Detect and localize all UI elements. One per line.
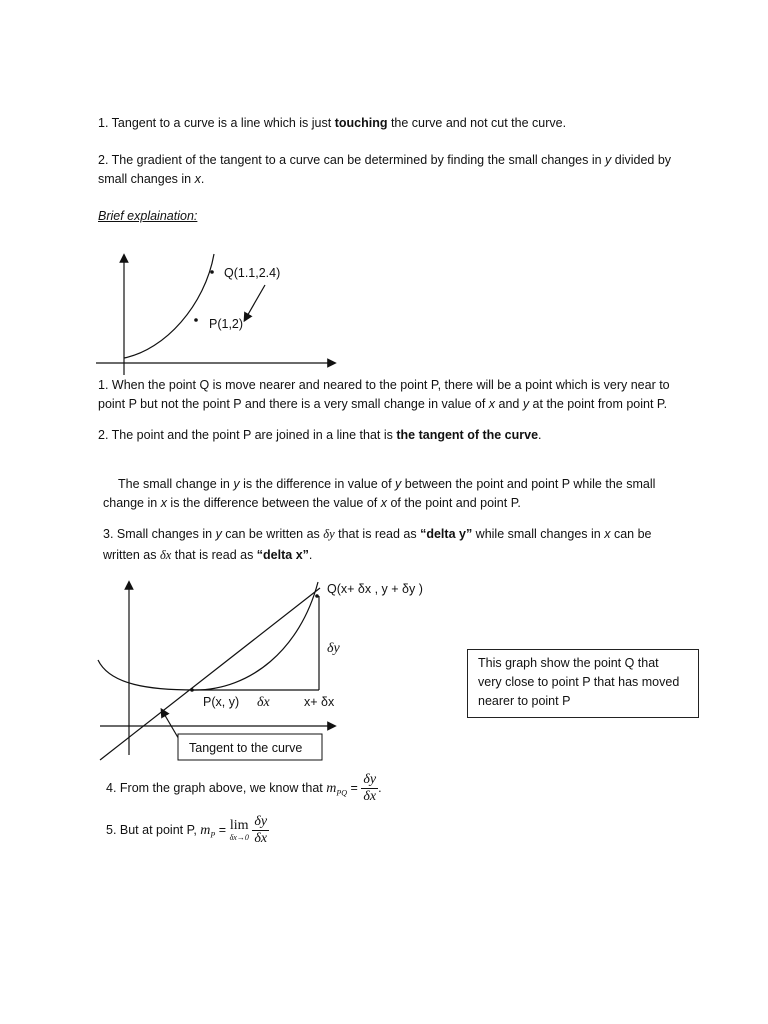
limit-operator [230, 819, 249, 842]
graph-1-curve [124, 254, 214, 358]
point-1-post: the curve and not cut the curve. [387, 116, 567, 130]
expl-3-line-2 [103, 494, 521, 513]
delta-x-bold: “delta x” [256, 548, 309, 562]
expl-4-line-1 [103, 525, 651, 544]
fraction-numerator: δy [363, 772, 377, 788]
graph-2-dy-label: δy [327, 641, 340, 656]
lim-subscript: δx→0 [229, 833, 249, 843]
lim-text: lim [229, 818, 249, 834]
expl-3-line-1 [118, 475, 655, 494]
graph-2-point-q [315, 594, 319, 598]
expl-2-bold: the tangent of the curve [396, 428, 539, 442]
expl-2-text: 2. The point and the point P are joined in a line that is [98, 428, 397, 442]
expl-4-text: can be [610, 527, 652, 541]
formula-4-text: 4. From the graph above, we know that [106, 781, 327, 795]
var-x: x [488, 397, 496, 411]
expl-3-text: of the point and point P. [387, 496, 521, 510]
expl-3-text: is the difference in value of [239, 477, 396, 491]
expl-3-text: The small change in [118, 477, 234, 491]
var-y: y [215, 527, 222, 541]
m-symbol: m [326, 781, 337, 796]
expl-4-text: written as [103, 548, 160, 562]
var-y: y [233, 477, 240, 491]
expl-4-line-2 [103, 546, 312, 565]
var-y: y [605, 153, 612, 167]
delta-x-symbol: δx [159, 548, 172, 562]
graph-1-point-p [194, 318, 198, 322]
brief-heading: Brief explaination: [98, 209, 198, 223]
m-subscript: PQ [336, 788, 348, 798]
expl-2-text: . [538, 428, 542, 442]
graph-2-xdx-label: x+ δx [304, 695, 335, 709]
expl-1-text: and [495, 397, 523, 411]
formula-4 [106, 768, 382, 814]
m-subscript: P [210, 830, 216, 840]
fraction-dy-dx [252, 814, 269, 847]
expl-4-text: while small changes in [472, 527, 605, 541]
note-line-2: very close to point P that has moved [478, 675, 680, 689]
expl-3-text: is the difference between the value of [166, 496, 381, 510]
expl-3-text: change in [103, 496, 161, 510]
point-2-text: divided by [611, 153, 672, 167]
fraction-denominator: δx [363, 789, 377, 805]
tangent-label: Tangent to the curve [189, 741, 303, 755]
var-x: x [160, 496, 167, 510]
fraction-denominator: δx [254, 831, 268, 847]
graph-1-pointer-arrow [246, 285, 265, 318]
expl-4-text: . [308, 548, 313, 562]
fraction-numerator: δy [254, 814, 268, 830]
expl-1-text: point P but not the point P and there is a very small change in value of [98, 397, 489, 411]
var-x: x [194, 172, 201, 186]
point-2-text: small changes in [98, 172, 195, 186]
graph-2-q-label: Q(x+ δx , y + δy ) [327, 582, 423, 596]
expl-4-text: that is read as [334, 527, 421, 541]
graph-2 [98, 582, 423, 760]
expl-3-text: between the point and point P while the small [401, 477, 656, 491]
var-y: y [522, 397, 530, 411]
graph-1-q-label: Q(1.1,2.4) [224, 266, 281, 280]
expl-2 [98, 426, 542, 445]
point-2-text: 2. The gradient of the tangent to a curve can be determined by finding the small changes in [98, 153, 606, 167]
formula-4-period: . [378, 781, 382, 795]
point-1-bold: touching [334, 116, 388, 130]
graph-2-dx-label: δx [257, 695, 270, 710]
expl-1-line-1: 1. When the point Q is move nearer and neared to the point P, there will be a point which is very near to [98, 378, 670, 392]
expl-4-text: can be written as [221, 527, 324, 541]
m-symbol: m [200, 823, 211, 838]
point-1-pre: 1. Tangent to a curve is a line which is just [98, 116, 335, 130]
note-box [467, 649, 699, 718]
graph-2-curve [98, 582, 318, 690]
expl-4-text: 3. Small changes in [103, 527, 216, 541]
expl-1-line-2 [98, 395, 667, 414]
graph-1-point-q [210, 270, 214, 274]
fraction-dy-dx [361, 772, 378, 805]
expl-1-text: at the point from point P. [529, 397, 668, 411]
var-x: x [380, 496, 387, 510]
equals-sign: = [350, 781, 358, 795]
var-y: y [395, 477, 402, 491]
delta-y-symbol: δy [323, 527, 335, 541]
var-x: x [604, 527, 611, 541]
note-line-1: This graph show the point Q that [478, 656, 659, 670]
graph-2-point-p [190, 688, 194, 692]
graph-1 [96, 254, 332, 375]
graph-1-p-label: P(1,2) [209, 317, 244, 331]
expl-4-text: that is read as [171, 548, 257, 562]
delta-y-bold: “delta y” [420, 527, 473, 541]
point-2-text: . [200, 172, 205, 186]
graph-2-p-label: P(x, y) [203, 695, 240, 709]
formula-5-text: 5. But at point P, [106, 823, 201, 837]
formula-5 [106, 810, 269, 856]
equals-sign: = [218, 823, 227, 837]
note-line-3: nearer to point P [478, 694, 571, 708]
